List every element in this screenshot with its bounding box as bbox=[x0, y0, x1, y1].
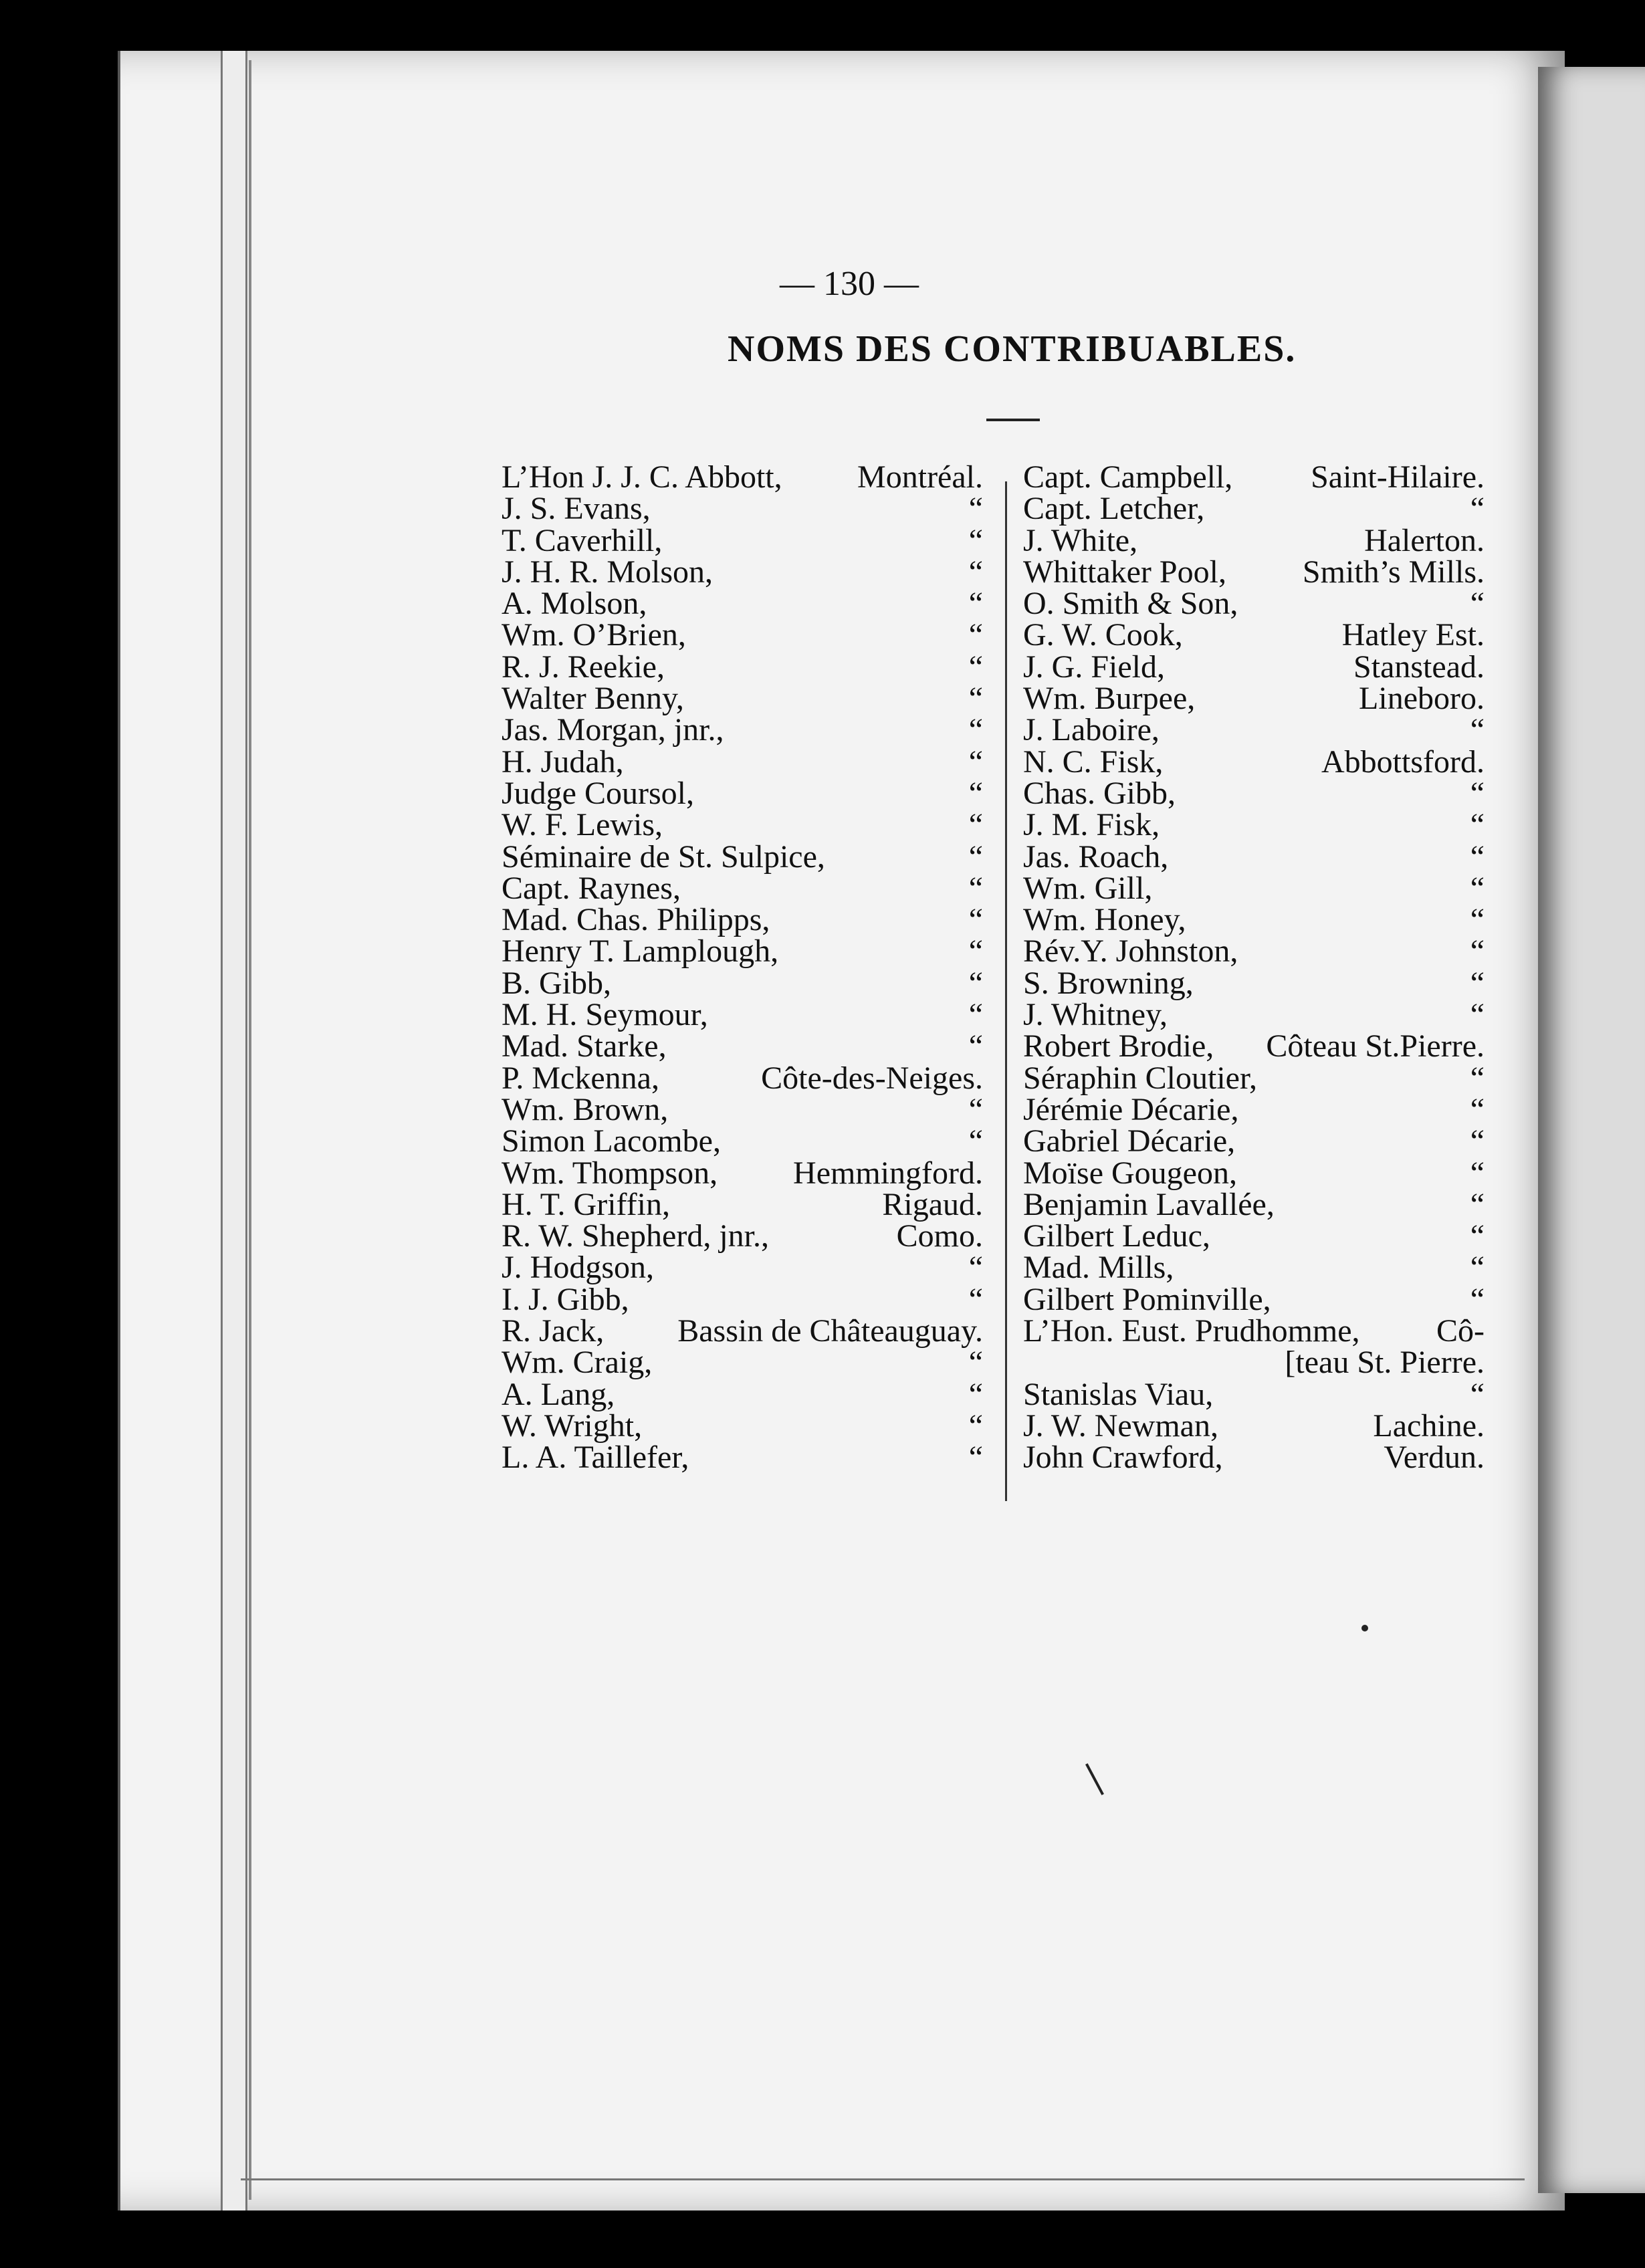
contributor-row bbox=[1023, 1030, 1505, 1062]
contributors-right-column bbox=[1023, 461, 1505, 1474]
contributor-place: “ bbox=[968, 965, 983, 1001]
contributor-row bbox=[502, 965, 1003, 1001]
contributor-place: “ bbox=[968, 617, 983, 653]
contributor-place: “ bbox=[968, 997, 983, 1033]
contributor-name: M. H. Seymour, bbox=[502, 997, 708, 1033]
contributors-left-column bbox=[502, 461, 1003, 1474]
contributor-row bbox=[1023, 1186, 1505, 1222]
contributor-place: “ bbox=[1470, 1123, 1485, 1159]
contributor-place: “ bbox=[1470, 1376, 1485, 1412]
contributor-row bbox=[1023, 997, 1505, 1033]
contributor-name: A. Molson, bbox=[502, 586, 647, 622]
contributor-row bbox=[502, 1062, 1003, 1094]
contributor-row bbox=[1023, 586, 1505, 622]
contributor-place: “ bbox=[1470, 1218, 1485, 1254]
contributor-place: “ bbox=[1470, 807, 1485, 843]
contributor-place: Abbottsford. bbox=[1321, 744, 1485, 780]
contributor-place: “ bbox=[968, 649, 983, 685]
contributor-place: “ bbox=[1470, 965, 1485, 1001]
contributor-name: John Crawford, bbox=[1023, 1440, 1223, 1476]
contributor-name: J. M. Fisk, bbox=[1023, 807, 1160, 843]
contributor-place: [teau St. Pierre. bbox=[1285, 1345, 1485, 1381]
contributor-place: “ bbox=[968, 933, 983, 970]
contributor-place: “ bbox=[1470, 902, 1485, 938]
contributor-name: A. Lang, bbox=[502, 1376, 615, 1412]
contributor-place: “ bbox=[968, 586, 983, 622]
contributor-place: “ bbox=[968, 870, 983, 906]
contributor-row bbox=[1023, 1376, 1505, 1412]
contributor-name: Jérémie Décarie, bbox=[1023, 1091, 1239, 1127]
contributor-name: T. Caverhill, bbox=[502, 522, 663, 558]
contributor-name: Jas. Roach, bbox=[1023, 838, 1169, 875]
contributor-name: Benjamin Lavallée, bbox=[1023, 1186, 1275, 1222]
contributor-name: Séminaire de St. Sulpice, bbox=[502, 838, 825, 875]
contributor-name: Stanislas Viau, bbox=[1023, 1376, 1214, 1412]
contributor-name: Wm. Honey, bbox=[1023, 902, 1186, 938]
contributor-name: Wm. O’Brien, bbox=[502, 617, 686, 653]
contributor-row bbox=[502, 1250, 1003, 1286]
contributor-name: Moïse Gougeon, bbox=[1023, 1155, 1237, 1191]
contributor-row bbox=[502, 586, 1003, 622]
contributor-row bbox=[502, 461, 1003, 493]
contributor-row bbox=[1023, 1345, 1505, 1381]
contributor-name: L’Hon. Eust. Prudhomme, bbox=[1023, 1313, 1360, 1349]
contributor-row bbox=[502, 1091, 1003, 1127]
contributor-row bbox=[1023, 556, 1505, 588]
contributor-place: “ bbox=[968, 1250, 983, 1286]
contributor-place: “ bbox=[968, 522, 983, 558]
contributor-name: L’Hon J. J. C. Abbott, bbox=[502, 459, 782, 495]
contributor-name: H. Judah, bbox=[502, 744, 624, 780]
contributor-row bbox=[1023, 902, 1505, 938]
contributor-name: Wm. Burpee, bbox=[1023, 681, 1196, 717]
contributor-name: Mad. Starke, bbox=[502, 1028, 667, 1064]
ink-dot bbox=[1361, 1625, 1368, 1631]
contributor-place: “ bbox=[968, 775, 983, 811]
contributor-place: “ bbox=[968, 1345, 983, 1381]
contributor-name: Mad. Mills, bbox=[1023, 1250, 1174, 1286]
page-number: — 130 — bbox=[780, 265, 919, 303]
contributor-name: H. T. Griffin, bbox=[502, 1186, 670, 1222]
contributor-row bbox=[502, 902, 1003, 938]
contributor-name: Wm. Gill, bbox=[1023, 870, 1153, 906]
contributor-row bbox=[502, 838, 1003, 875]
contributor-place: Bassin de Châteauguay. bbox=[677, 1313, 983, 1349]
contributor-name: I. J. Gibb, bbox=[502, 1281, 629, 1317]
contributor-row bbox=[1023, 714, 1505, 746]
contributor-place: Montréal. bbox=[857, 459, 983, 495]
contributor-place: “ bbox=[968, 1091, 983, 1127]
contributor-row bbox=[502, 1281, 1003, 1317]
contributor-name: B. Gibb, bbox=[502, 965, 612, 1001]
contributor-row bbox=[502, 870, 1003, 906]
contributor-row bbox=[502, 1125, 1003, 1157]
contributor-row bbox=[1023, 838, 1505, 875]
contributor-name: Whittaker Pool, bbox=[1023, 554, 1226, 590]
contributor-name: W. F. Lewis, bbox=[502, 807, 663, 843]
column-divider bbox=[1005, 481, 1007, 1501]
contributor-place: “ bbox=[1470, 870, 1485, 906]
contributor-name: Henry T. Lamplough, bbox=[502, 933, 779, 970]
contributor-name: Séraphin Cloutier, bbox=[1023, 1060, 1258, 1096]
contributor-place: Rigaud. bbox=[882, 1186, 983, 1222]
contributor-place: “ bbox=[968, 1028, 983, 1064]
contributor-name: R. W. Shepherd, jnr., bbox=[502, 1218, 770, 1254]
contributor-row bbox=[1023, 1250, 1505, 1286]
contributor-name: N. C. Fisk, bbox=[1023, 744, 1164, 780]
contributor-row bbox=[1023, 491, 1505, 527]
contributor-place: “ bbox=[968, 1376, 983, 1412]
contributor-place: Côteau St.Pierre. bbox=[1266, 1028, 1485, 1064]
contributor-row bbox=[502, 1407, 1003, 1444]
contributor-place: “ bbox=[1470, 838, 1485, 875]
contributor-row bbox=[502, 522, 1003, 558]
contributor-row bbox=[502, 997, 1003, 1033]
contributor-row bbox=[502, 1030, 1003, 1062]
contributor-row bbox=[1023, 619, 1505, 651]
contributor-place: “ bbox=[968, 1123, 983, 1159]
contributor-row bbox=[1023, 1407, 1505, 1444]
contributor-place: “ bbox=[1470, 1186, 1485, 1222]
contributor-row bbox=[1023, 1440, 1505, 1476]
contributor-row bbox=[502, 1345, 1003, 1381]
contributor-place: Halerton. bbox=[1364, 522, 1485, 558]
contributor-place: Lineboro. bbox=[1359, 681, 1485, 717]
contributor-place: “ bbox=[1470, 712, 1485, 748]
contributor-row bbox=[1023, 775, 1505, 811]
contributor-place: “ bbox=[968, 744, 983, 780]
contributor-row bbox=[502, 651, 1003, 683]
contributor-place: Stanstead. bbox=[1353, 649, 1485, 685]
contributor-row bbox=[502, 714, 1003, 746]
contributor-row bbox=[502, 1157, 1003, 1189]
contributor-name: R. J. Reekie, bbox=[502, 649, 665, 685]
page-title: NOMS DES CONTRIBUABLES. bbox=[728, 328, 1297, 370]
contributor-name: Robert Brodie, bbox=[1023, 1028, 1214, 1064]
contributor-row bbox=[1023, 870, 1505, 906]
contributor-row bbox=[502, 775, 1003, 811]
contributor-place: “ bbox=[1470, 933, 1485, 970]
contributor-row bbox=[1023, 1315, 1505, 1347]
contributor-row bbox=[1023, 807, 1505, 843]
contributor-row bbox=[1023, 965, 1505, 1001]
contributor-place: “ bbox=[1470, 1281, 1485, 1317]
contributor-place: “ bbox=[1470, 1091, 1485, 1127]
contributor-place: “ bbox=[968, 1440, 983, 1476]
contributor-name: J. Hodgson, bbox=[502, 1250, 655, 1286]
contributor-place: Como. bbox=[896, 1218, 983, 1254]
title-rule bbox=[986, 419, 1040, 421]
contributor-place: “ bbox=[1470, 775, 1485, 811]
contributor-name: Rév.Y. Johnston, bbox=[1023, 933, 1238, 970]
contributor-place: Verdun. bbox=[1384, 1440, 1485, 1476]
contributor-name: Capt. Letcher, bbox=[1023, 491, 1205, 527]
contributor-place: “ bbox=[1470, 1060, 1485, 1096]
contributor-row bbox=[1023, 651, 1505, 683]
contributor-place: “ bbox=[968, 1407, 983, 1444]
contributor-name: Chas. Gibb, bbox=[1023, 775, 1176, 811]
contributor-name: Walter Benny, bbox=[502, 681, 684, 717]
contributor-row bbox=[502, 681, 1003, 717]
contributor-name: J. Whitney, bbox=[1023, 997, 1168, 1033]
contributor-name: Simon Lacombe, bbox=[502, 1123, 721, 1159]
contributor-name: O. Smith & Son, bbox=[1023, 586, 1238, 622]
contributor-row bbox=[1023, 1281, 1505, 1317]
contributor-name: J. G. Field, bbox=[1023, 649, 1166, 685]
contributor-place: “ bbox=[1470, 997, 1485, 1033]
contributor-row bbox=[1023, 522, 1505, 558]
contributor-name: L. A. Taillefer, bbox=[502, 1440, 689, 1476]
contributor-place: “ bbox=[968, 902, 983, 938]
contributor-name: Capt. Raynes, bbox=[502, 870, 681, 906]
contributor-row bbox=[1023, 746, 1505, 778]
contributor-row bbox=[502, 491, 1003, 527]
contributor-name: Mad. Chas. Philipps, bbox=[502, 902, 770, 938]
contributor-name: Judge Coursol, bbox=[502, 775, 694, 811]
contributor-name: Jas. Morgan, jnr., bbox=[502, 712, 724, 748]
contributor-place: “ bbox=[968, 681, 983, 717]
contributor-name: Gabriel Décarie, bbox=[1023, 1123, 1236, 1159]
contributor-row bbox=[502, 933, 1003, 970]
contributor-place: “ bbox=[968, 807, 983, 843]
contributor-row bbox=[502, 1440, 1003, 1476]
contributor-row bbox=[1023, 461, 1505, 493]
contributor-place: Saint-Hilaire. bbox=[1311, 459, 1485, 495]
contributor-row bbox=[502, 556, 1003, 588]
contributor-name: W. Wright, bbox=[502, 1407, 643, 1444]
contributor-place: “ bbox=[968, 554, 983, 590]
contributor-name: S. Browning, bbox=[1023, 965, 1194, 1001]
facing-page-edge bbox=[1538, 67, 1645, 2193]
contributor-name: J. Laboire, bbox=[1023, 712, 1160, 748]
contributor-row bbox=[502, 807, 1003, 843]
contributor-row bbox=[502, 1220, 1003, 1252]
contributor-place: “ bbox=[1470, 491, 1485, 527]
contributor-row bbox=[1023, 1091, 1505, 1127]
contributor-place: “ bbox=[968, 491, 983, 527]
contributor-name: J. S. Evans, bbox=[502, 491, 651, 527]
contributor-row bbox=[502, 619, 1003, 651]
contributor-row bbox=[502, 746, 1003, 778]
contributor-row bbox=[1023, 1157, 1505, 1189]
contributor-name: P. Mckenna, bbox=[502, 1060, 659, 1096]
contributor-name: J. H. R. Molson, bbox=[502, 554, 714, 590]
contributor-place: Hemmingford. bbox=[793, 1155, 983, 1191]
contributor-name: R. Jack, bbox=[502, 1313, 605, 1349]
contributor-name: Wm. Thompson, bbox=[502, 1155, 718, 1191]
contributor-place: Smith’s Mills. bbox=[1302, 554, 1485, 590]
contributor-name: G. W. Cook, bbox=[1023, 617, 1183, 653]
contributor-name: Wm. Craig, bbox=[502, 1345, 653, 1381]
contributor-row bbox=[502, 1315, 1003, 1347]
contributor-place: “ bbox=[968, 1281, 983, 1317]
contributor-place: “ bbox=[1470, 1155, 1485, 1191]
contributor-row bbox=[1023, 681, 1505, 717]
contributor-place: Lachine. bbox=[1373, 1407, 1485, 1444]
contributor-row bbox=[502, 1376, 1003, 1412]
contributor-place: Hatley Est. bbox=[1341, 617, 1485, 653]
contributor-row bbox=[502, 1186, 1003, 1222]
contributor-row bbox=[1023, 1062, 1505, 1094]
contributor-name: J. W. Newman, bbox=[1023, 1407, 1218, 1444]
contributor-name: Wm. Brown, bbox=[502, 1091, 669, 1127]
contributor-place: “ bbox=[1470, 1250, 1485, 1286]
contributor-name: Gilbert Pominville, bbox=[1023, 1281, 1271, 1317]
contributor-name: Gilbert Leduc, bbox=[1023, 1218, 1210, 1254]
contributor-name: Capt. Campbell, bbox=[1023, 459, 1233, 495]
contributor-name: J. White, bbox=[1023, 522, 1138, 558]
contributor-place: Côte-des-Neiges. bbox=[761, 1060, 983, 1096]
contributor-row bbox=[1023, 1220, 1505, 1252]
contributor-row bbox=[1023, 933, 1505, 970]
contributor-row bbox=[1023, 1125, 1505, 1157]
contributor-place: Cô- bbox=[1436, 1313, 1485, 1349]
contributor-place: “ bbox=[968, 712, 983, 748]
contributor-place: “ bbox=[1470, 586, 1485, 622]
contributor-place: “ bbox=[968, 838, 983, 875]
